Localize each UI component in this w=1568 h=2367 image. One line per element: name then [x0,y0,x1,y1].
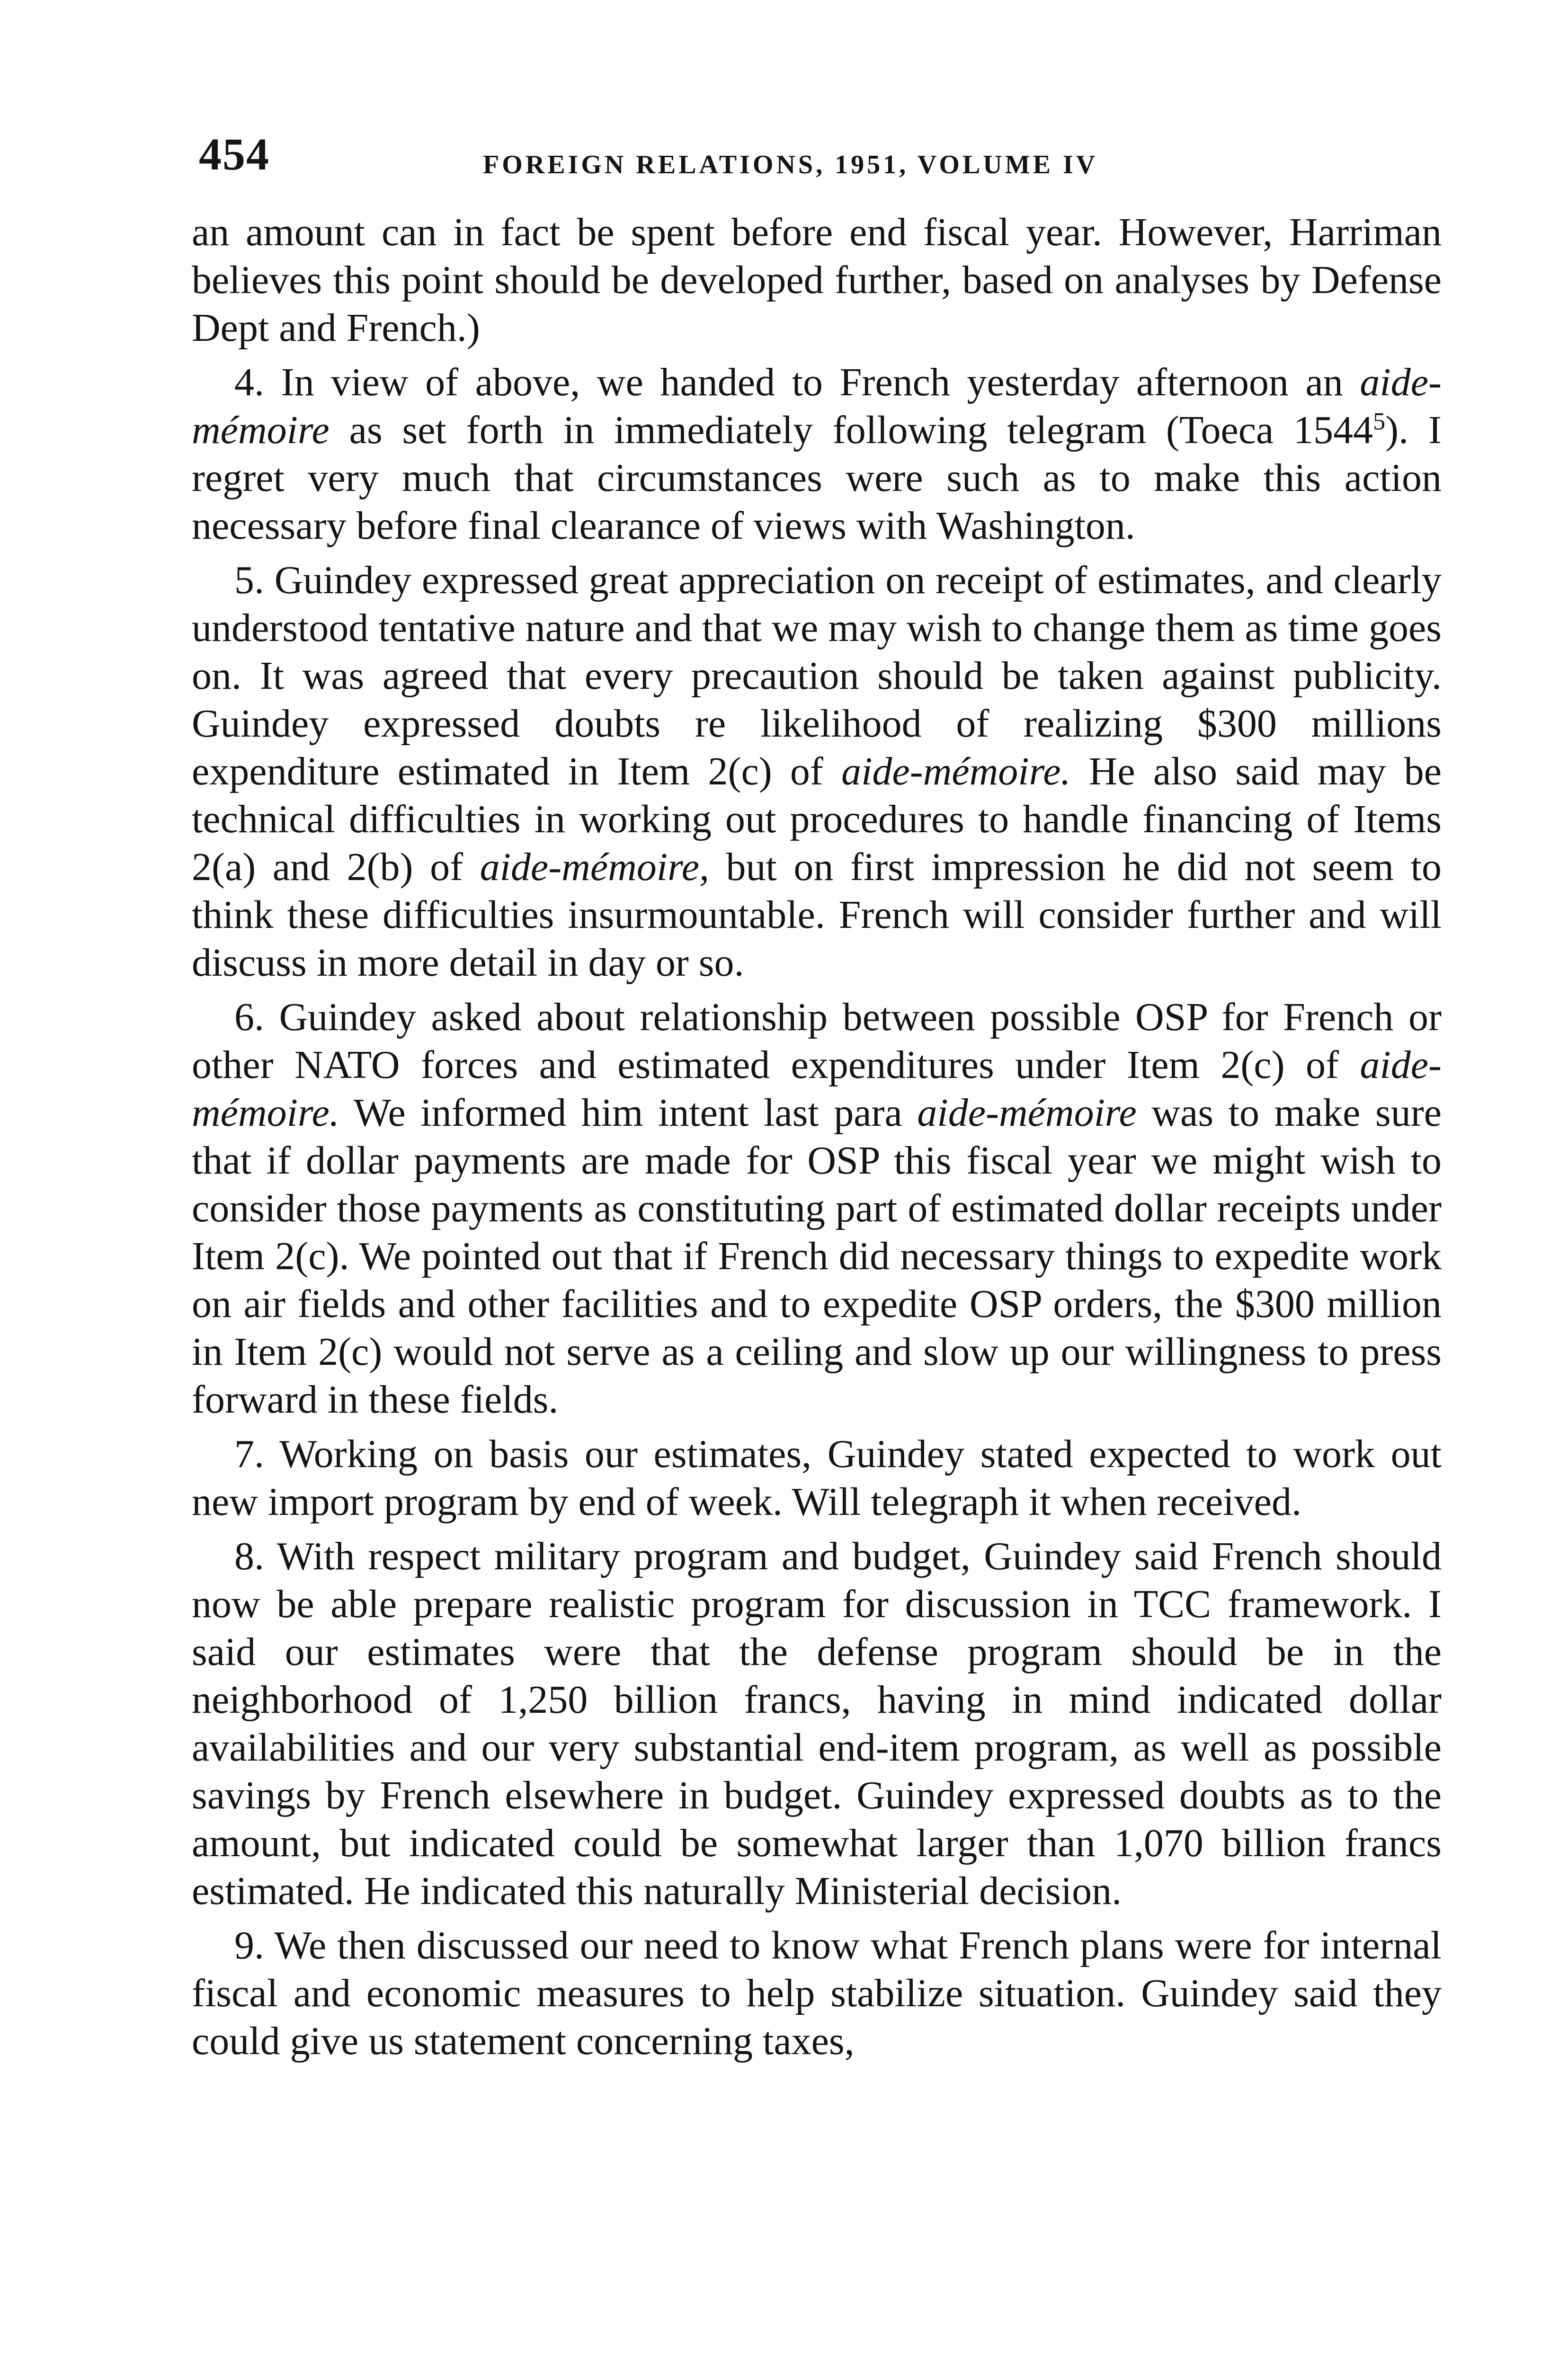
paragraph-5-text-c: but on first impression he did not seem to think these difficulties insurmountable. French will consider further and will discuss in more detail in day or so. [192,845,1442,985]
paragraph-5-italic-1: aide-mémoire. [841,749,1071,793]
body-text [192,208,1442,2072]
paragraph-continued: an amount can in fact be spent before end fiscal year. However, Harriman believes this point should be developed further, based on analyses by Defense Dept and French.) [192,210,1442,350]
paragraph-6-text-c: was to make sure that if dollar payments are made for OSP this fiscal year we might wish to consider those payments as constituting part of estimated dollar receipts under Item 2(c). We pointed out that if French did necessary things to expedite work on air fields and other facilities and to expedite OSP orders, the $300 million in Item 2(c) would not serve as a ceiling and slow up our willingness to press forward in these fields. [192,1091,1442,1422]
paragraph-4-italic-1: aide-mémoire [192,360,1442,452]
paragraph-4 [192,358,1442,550]
running-title: FOREIGN RELATIONS, 1951, VOLUME IV [483,150,1098,179]
paragraph-4-text-b: as set forth in immediately following telegram (Toeca 1544 [329,408,1373,452]
page-number: 454 [199,129,270,179]
paragraph-6-italic-2: aide-mémoire [917,1091,1137,1135]
paragraph-6 [192,993,1442,1424]
paragraph-5-text-b: He also said may be technical difficulties in working out procedures to handle financing of Items 2(a) and 2(b) of [192,749,1442,889]
paragraph-6-text-a: 6. Guindey asked about relationship between possible OSP for French or other NATO forces and estimated expenditures under Item 2(c) of [192,995,1442,1087]
paragraph-6-text-b: We informed him intent last para [339,1091,918,1135]
footnote-marker: 5 [1373,408,1386,435]
paragraph-7: 7. Working on basis our estimates, Guindey stated expected to work out new import program by end of week. Will telegraph it when received. [192,1432,1442,1524]
paragraph-6-italic-1: aide-mémoire. [192,1043,1442,1135]
paragraph-5 [192,556,1442,987]
paragraph-4-text-c: ). I regret very much that circumstances were such as to make this action necessary before final clearance of views with Washington. [192,408,1442,548]
paragraph-5-italic-2: aide-mémoire, [480,845,709,889]
paragraph-4-text-a: 4. In view of above, we handed to French yesterday afternoon an [234,360,1360,404]
page-header [199,118,1449,185]
paragraph-9: 9. We then discussed our need to know what French plans were for internal fiscal and economic measures to help stabilize situation. Guindey said they could give us statement concerning taxes, [192,1923,1442,2063]
paragraph-5-text-a: 5. Guindey expressed great appreciation on receipt of estimates, and clearly understood tentative nature and that we may wish to change them as time goes on. It was agreed that every precaution should be taken against publicity. Guindey expressed doubts re likelihood of realizing $300 millions expenditure estimated in Item 2(c) of [192,558,1442,793]
paragraph-8: 8. With respect military program and budget, Guindey said French should now be able prepare realistic program for discussion in TCC framework. I said our estimates were that the defense program should be in the neighborhood of 1,250 billion francs, having in mind indicated dollar availabilities and our very substantial end-item program, as well as possible savings by French elsewhere in budget. Guindey expressed doubts as to the amount, but indicated could be somewhat larger than 1,070 billion francs estimated. He indicated this naturally Ministerial decision. [192,1534,1442,1913]
